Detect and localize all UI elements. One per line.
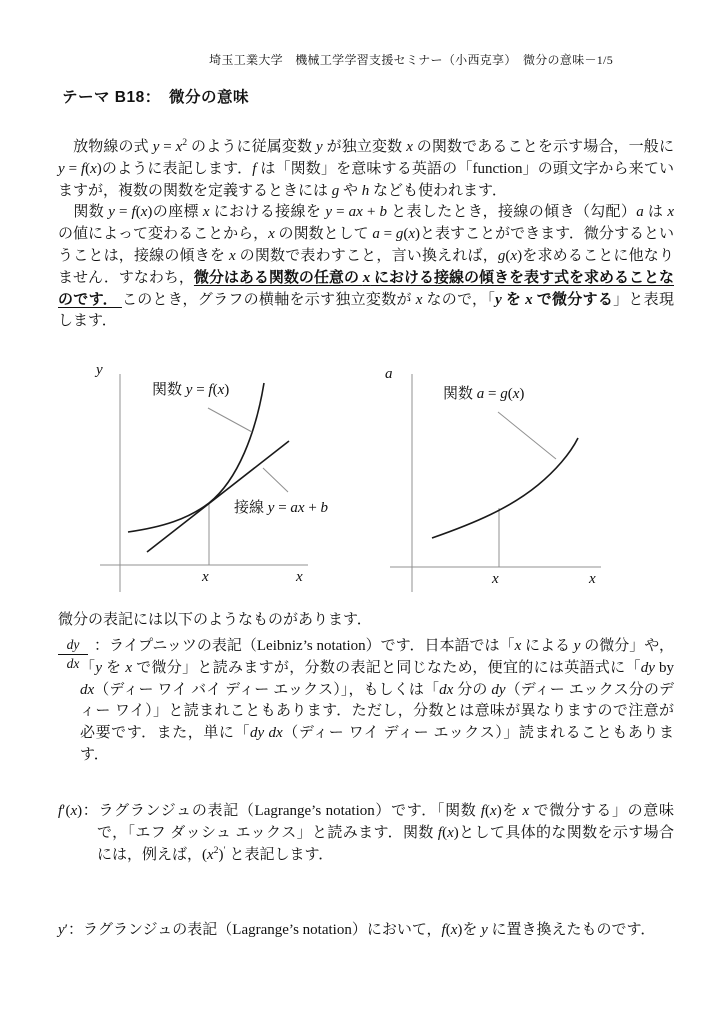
notation-intro: 微分の表記には以下のようなものがあります． [58, 612, 372, 628]
left-tangent-leader-line [263, 468, 288, 492]
yprime-notation-item [58, 920, 674, 942]
left-x-tick-label: x [202, 569, 209, 585]
yprime-symbol: y′ [58, 922, 68, 938]
figure-right-gx [385, 362, 615, 600]
left-curve-label: 関数 y = f(x) [152, 382, 230, 398]
leibniz-fraction-numerator: dy [58, 637, 88, 655]
leibniz-fraction-denominator: dx [66, 656, 80, 671]
right-x-tick-label: x [492, 571, 499, 587]
figure-left-fx [88, 362, 388, 600]
left-x-axis-label: x [296, 569, 303, 585]
yprime-notation-text: ：ラグランジュの表記（Lagrange’s notation）において，f(x)を y に置き換えたものです． [67, 922, 656, 938]
lagrange-notation-item [58, 801, 674, 866]
left-tangent-line [147, 441, 289, 552]
figure-left-canvas [88, 362, 388, 600]
left-tangent-label: 接線 y = ax + b [234, 500, 329, 516]
notation-intro-block [58, 610, 674, 632]
paragraph-2: 関数 y = f(x)の座標 x における接線を y = ax + b と表したとき，接線の傾き（勾配）a は x の値によって変わることから，x の関数として a = g(x)と表すことができます．微分するということは，接線の傾きを x の関数で表わすこと，言い換えれば，g(x)を求めることに他なりません．すなわち，微分はある関数の任意の x における接線の傾きを表す式を求めることなのです． このとき，グラフの横軸を示す独立変数が x なので，「y を x で微分する」と表現します． [58, 204, 674, 330]
paragraph-1: 放物線の式 $y = x^2$ のように従属変数 y が独立変数 x の関数であることを示す場合，一般に y = f(x)のように表記します．f は「関数」を意味する英語の「function」の頭文字から来ていますが，複数の関数を定義するときには g や h なども使われます． [58, 137, 674, 199]
page-header: 埼玉工業大学 機械工学学習支援セミナー（小西克享） 微分の意味－1/5 [209, 53, 613, 67]
left-y-axis-label: y [96, 362, 103, 378]
lagrange-notation-text: ：ラグランジュの表記（Lagrange’s notation）です．「関数 f(x)を x で微分する」の意味で，「エフ ダッシュ エックス」と読みます．関数 f(x)として具体的な関数を示す場合には，例えば，$(x^2)'$ と表記します． [82, 803, 674, 863]
leibniz-fraction [58, 637, 88, 672]
body-paragraphs [58, 137, 674, 333]
right-curve-gx [432, 438, 578, 538]
left-curve-leader-line [208, 408, 252, 432]
leibniz-notation-item [58, 636, 674, 767]
lagrange-symbol: f′(x) [58, 803, 83, 819]
right-x-axis-label: x [589, 571, 596, 587]
right-curve-label: 関数 a = g(x) [443, 386, 525, 402]
page-title: テーマ B18： 微分の意味 [62, 89, 249, 106]
right-y-axis-label: a [385, 366, 393, 382]
right-curve-leader-line [498, 412, 556, 459]
leibniz-notation-text: ：ライプニッツの表記（Leibniz’s notation）です．日本語では「x による y の微分」や，「y を x で微分」と読みますが，分数の表記と同じなため，便宜的には英語式に「dy by dx（ディー ワイ バイ ディー エックス）」，もしくは「dx 分の dy（ディー エックス分のディー ワイ）」と読まれこともあります．ただし，分数とは意味が異なりますので注意が必要です．また，単に「dy dx（ディー ワイ ディー エックス）」読まれることもあります． [80, 638, 674, 763]
